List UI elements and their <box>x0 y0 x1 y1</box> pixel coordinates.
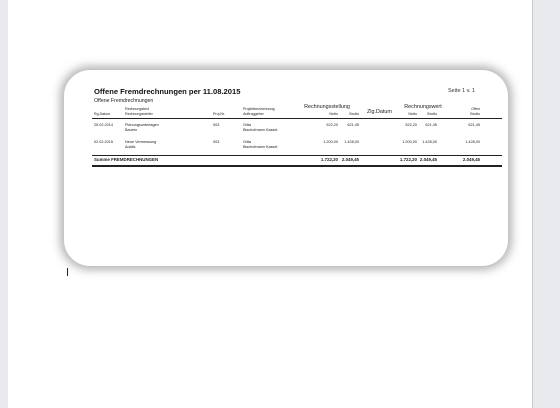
row2-billing-net: 1.200,00 <box>323 140 338 144</box>
row1-projdesc: Gitta <box>243 123 252 127</box>
row2-value-gross: 1.428,00 <box>422 140 437 144</box>
row1-date: 25.02.2014 <box>94 123 114 127</box>
row1-value-gross: 621,45 <box>425 123 437 127</box>
col-open: Offen <box>471 107 480 111</box>
row1-value-net: 522,20 <box>405 123 417 127</box>
col-billing: Rechnungsstellung <box>304 104 350 110</box>
row2-text: Neue Vermessung <box>125 140 157 144</box>
col-issuer: Rechnungssteller <box>125 112 153 116</box>
col-date: Rg.Datum <box>94 112 111 116</box>
row2-issuer: Adalis <box>125 145 136 149</box>
total-open: 2.049,45 <box>462 157 480 162</box>
row1-text: Planungsunterlagen <box>125 123 159 127</box>
total-rule-top <box>92 155 502 156</box>
total-billing-gross: 2.049,45 <box>341 157 359 162</box>
col-value-net: Netto <box>408 112 417 116</box>
text-cursor <box>67 268 68 276</box>
col-open-gross: Brutto <box>470 112 480 116</box>
col-projnr: Proj.Nr. <box>213 112 225 116</box>
col-projdesc: Projektbezeichnung <box>243 107 275 111</box>
row1-issuer: Bauern <box>125 128 138 132</box>
row2-value-net: 1.200,00 <box>402 140 417 144</box>
header-rule <box>92 118 502 119</box>
row1-billing-gross: 621,45 <box>347 123 359 127</box>
col-invoice-value: Rechnungswert <box>404 104 442 110</box>
col-billing-net: Netto <box>329 112 338 116</box>
col-value-gross: Brutto <box>427 112 437 116</box>
row1-open: 621,45 <box>468 123 480 127</box>
report-title: Offene Fremdrechnungen per 11.08.2015 <box>94 87 241 96</box>
row1-billing-net: 522,20 <box>326 123 338 127</box>
row2-projdesc: Gitta <box>243 140 252 144</box>
total-billing-net: 1.722,20 <box>320 157 338 162</box>
page-indicator: Seite 1 v. 1 <box>448 88 476 94</box>
report-image[interactable] <box>64 70 508 266</box>
row1-client: Bischofmann Kassel <box>243 128 278 132</box>
col-payment-date: Zlg.Datum <box>367 109 392 115</box>
total-rule-bottom <box>92 165 502 167</box>
total-label: Summe FREMDRECHNUNGEN <box>94 157 159 162</box>
row2-open: 1.428,00 <box>465 140 480 144</box>
report-subtitle: Offene Fremdrechnungen <box>94 98 154 104</box>
row1-projnr: 003 <box>213 123 220 127</box>
col-billing-gross: Brutto <box>349 112 359 116</box>
row2-billing-gross: 1.428,00 <box>344 140 359 144</box>
row2-projnr: 003 <box>213 140 220 144</box>
row2-date: 02.02.2015 <box>94 140 114 144</box>
total-value-net: 1.722,20 <box>399 157 417 162</box>
col-text: Rechnungstext <box>125 107 149 111</box>
row2-client: Bischofmann Kassel <box>243 145 278 149</box>
col-client: Auftraggeber <box>243 112 264 116</box>
total-value-gross: 2.049,45 <box>419 157 437 162</box>
